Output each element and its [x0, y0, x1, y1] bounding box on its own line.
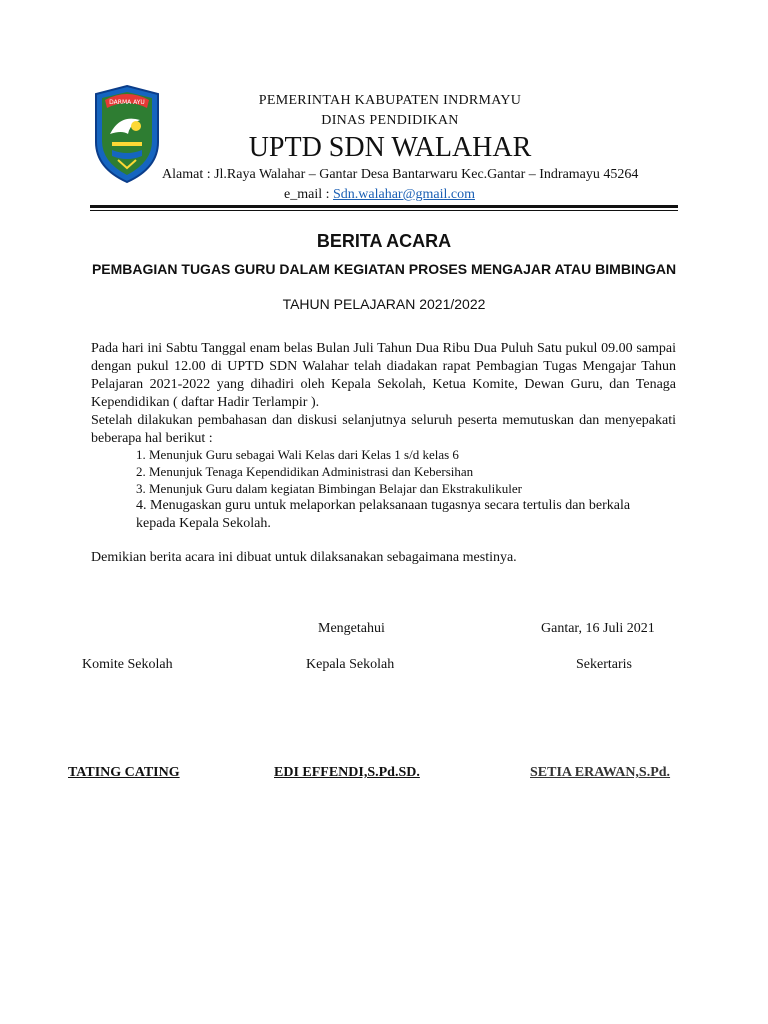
signatory-role: Kepala Sekolah — [306, 657, 395, 672]
signatory-name: SETIA ERAWAN,S.Pd. — [530, 765, 671, 780]
signatory-name: EDI EFFENDI,S.Pd.SD. — [274, 765, 420, 780]
closing-statement: Demikian berita acara ini dibuat untuk dilaksanakan sebagaimana mestinya. — [91, 550, 517, 565]
signatory-name: TATING CATING — [68, 765, 180, 780]
signatory-role: Komite Sekolah — [82, 657, 173, 672]
document-subtitle: PEMBAGIAN TUGAS GURU DALAM KEGIATAN PROSES MENGAJAR ATAU BIMBINGAN — [91, 261, 677, 277]
place-date: Gantar, 16 Juli 2021 — [541, 621, 655, 636]
acknowledged-label: Mengetahui — [318, 621, 385, 636]
email-link[interactable]: Sdn.walahar@gmail.com — [333, 187, 475, 202]
email-line — [284, 187, 475, 203]
school-logo-icon — [92, 84, 162, 184]
signatory-role: Sekertaris — [576, 657, 632, 672]
opening-paragraph: Pada hari ini Sabtu Tanggal enam belas Bulan Juli Tahun Dua Ribu Dua Puluh Satu pukul 09.00 sampai dengan pukul 12.00 di UPTD SDN Walahar telah diadakan rapat Pembagian Tugas Mengajar Tahun Pelajaran 2021-2022 yang dihadiri oleh Kepala Sekolah, Ketua Komite, Dewan Guru, dan Tenaga Kependidikan ( daftar Hadir Terlampir ). — [91, 341, 676, 410]
academic-year: TAHUN PELAJARAN 2021/2022 — [282, 296, 486, 312]
letterhead-rule-thin — [90, 210, 678, 211]
school-name: UPTD SDN WALAHAR — [248, 132, 532, 163]
list-item: 2. Menunjuk Tenaga Kependidikan Administrasi dan Kebersihan — [136, 464, 474, 479]
department-name: DINAS PENDIDIKAN — [321, 113, 459, 128]
list-item: 3. Menunjuk Guru dalam kegiatan Bimbingan Belajar dan Ekstrakulikuler — [136, 481, 522, 496]
document-title: BERITA ACARA — [316, 231, 452, 251]
logo-text: DARMA AYU — [109, 99, 145, 106]
list-item: 4. Menugaskan guru untuk melaporkan pelaksanaan tugasnya secara tertulis dan berkala kepada Kepala Sekolah. — [136, 498, 631, 531]
school-address: Alamat : Jl.Raya Walahar – Gantar Desa Bantarwaru Kec.Gantar – Indramayu 45264 — [162, 167, 639, 182]
list-item: 1. Menunjuk Guru sebagai Wali Kelas dari Kelas 1 s/d kelas 6 — [136, 447, 459, 462]
decision-paragraph: Setelah dilakukan pembahasan dan diskusi selanjutnya seluruh peserta memutuskan dan menyepakati beberapa hal berikut : — [91, 413, 676, 446]
email-label: e_mail : — [284, 187, 333, 202]
government-name: PEMERINTAH KABUPATEN INDRMAYU — [258, 93, 522, 108]
letterhead-rule-thick — [90, 205, 678, 208]
